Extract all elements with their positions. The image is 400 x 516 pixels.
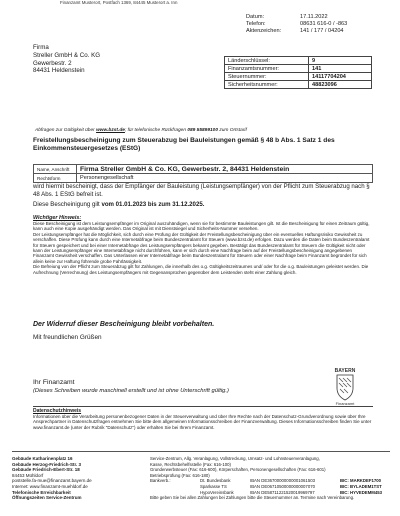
tax-id-table bbox=[224, 56, 372, 89]
privacy-title: Datenschutzhinweis bbox=[33, 408, 82, 414]
important-notice bbox=[33, 215, 373, 275]
validity-check-note: Abfragen zur Gültigkeit über www.bzst.de; für telefonische Rückfragen 089 55899100 zum Ortstarif bbox=[35, 128, 247, 133]
notice-title: Wichtiger Hinweis: bbox=[33, 215, 82, 221]
company-name: Firma Streller GmbH & Co. KG, Gewerbestr. 2, 84431 Heldenstein bbox=[77, 165, 373, 174]
meta-date: Datum: 17.11.2022 bbox=[246, 14, 328, 20]
meta-file-number: Aktenzeichen: 141 / 177 / 04204 bbox=[246, 27, 344, 34]
footer-office-info: Gebäude Katharinenplatz 16 Gebäude Herzog-Friedrich-Str. 3 Gebäude Friedrich-Ebert-Str. 18 84453 Mühldorf poststelle.fa-mue@finanzamt.bayern.de Internet: www.finanzamt-muehldorf.de Telefonische Erreichbarkeit Öffnungszeiten Service-Zentrum bbox=[12, 456, 142, 501]
footer-tail: Bitte geben Sie bei allen Zahlungen bei Zahlungen bitte die Steuernummer an. Termine nach Vereinbarung. bbox=[150, 495, 355, 501]
letter-meta bbox=[246, 14, 366, 34]
footer-email[interactable]: poststelle.fa-mue@finanzamt.bayern.de bbox=[12, 478, 92, 484]
id-row-office: Finanzamtsnummer: 141 bbox=[225, 65, 372, 73]
notice-paragraph: Der Leistungsempfänger hat die Möglichkeit, sich durch eine Prüfung der Gültigkeit der Freistellungsbescheinigung über ein eventuelles Haftungsrisiko Gewissheit zu verschaffen. Diese Prüfung kann durch eine Internetabfrage beim Bundeszentralamt für Steuern (www.bzst.de) erfolgen. Dazu werden die Daten beim Bundeszentralamt für Steuern gespeichert und bei einer Internetabfrage des Leistungsempfängers bekannt gegeben. Bestätigt das Bundeszentralamt für Steuern die Gültigkeit nicht oder kann der Leistungsempfänger eine Internetabfrage nicht durchführen, kann er sich durch eine Nachfrage beim auf der Freistellungsbescheinigung angegebenen Finanzamt Gewissheit verschaffen. Das Unterlassen einer Internetabfrage beim Bundeszentralamt für Steuern oder einer Nachfrage beim Finanzamt begründet für sich allein keine zur Haftung führende grobe Fahrlässigkeit. bbox=[33, 231, 370, 264]
privacy-text: Informationen über die Verarbeitung personenbezogener Daten in der Steuerverwaltung und über Ihre Rechte nach der Datenschutz-Grundverordnung sowie über Ihre Ansprechpartner in Datenschutzfragen entnehmen Sie bitte dem allgemeinen Informationsschreiben der Finanzverwaltung. Dieses Informationsschreiben finden Sie unter www.finanzamt.de (unter der Rubrik "Datenschutz") oder erhalten Sie bei Ihrem Finanzamt. bbox=[33, 414, 372, 430]
bank-row: Sparkasse TS IBAN DE06710500000000007070 BIC: BYLADEM1TST bbox=[200, 483, 382, 489]
document-title: Freistellungsbescheinigung zum Steuerabzug bei Bauleistungen gemäß § 48 b Abs. 1 Satz 1 des Einkommensteuergesetzes (EStG) bbox=[33, 137, 335, 152]
revocation-note: Der Widerruf dieser Bescheinigung bleibt vorbehalten. bbox=[33, 321, 215, 328]
id-row-security: Sicherheitsnummer: 48823096 bbox=[225, 81, 372, 89]
footer-website[interactable]: Internet: www.finanzamt-muehldorf.de bbox=[12, 483, 88, 489]
svg-text:Finanzamt: Finanzamt bbox=[335, 401, 355, 406]
signature-office: Ihr Finanzamt bbox=[33, 379, 75, 386]
certification-text: wird hiermit bescheinigt, dass der Empfänger der Bauleistung (Leistungsempfänger) von der Pflicht zum Steuerabzug nach § 48 Abs. 1 EStG befreit ist. bbox=[33, 183, 370, 198]
company-table bbox=[33, 164, 373, 183]
bank-row: Bankverb.: Dt. Bundesbank IBAN DE36700000000001061503 BIC: MARKDEF1700 bbox=[150, 478, 382, 484]
notice-paragraph: Die Befreiung von der Pflicht zum Steuerabzug gilt für Zahlungen, die innerhalb des o.g. Gültigkeitszeitraumes und/ oder für die o.g. Bauleistungen geleistet werden. Die Aufrechnung (Verrechnung) des Leistungsempfängers mit Gegenansprüchen gegenüber dem Leistenden steht einer Zahlung gleich. bbox=[33, 264, 369, 275]
divider bbox=[33, 406, 373, 407]
validity-period: Diese Bescheinigung gilt vom 01.01.2023 bis zum 31.12.2025. bbox=[33, 201, 205, 208]
svg-text:BAYERN: BAYERN bbox=[334, 368, 356, 374]
meta-phone: Telefon: 08631 616-0 / -863 bbox=[246, 20, 348, 27]
machine-generated-note: (Dieses Schreiben wurde maschinell erstellt und ist ohne Unterschrift gültig.) bbox=[33, 388, 229, 394]
sender-line: Finanzamt Musterort, Postfach 1369, 84445 Musterort a. Inn bbox=[60, 0, 178, 5]
legal-form-label: Rechtsform bbox=[34, 174, 77, 183]
bzst-link[interactable]: www.bzst.de bbox=[96, 128, 125, 133]
id-row-country: Länderschlüssel: 9 bbox=[225, 57, 372, 65]
recipient-address: Firma Streller GmbH & Co. KG Gewerbestr. 2 84431 Heldenstein bbox=[33, 44, 101, 75]
privacy-notice bbox=[33, 408, 373, 430]
id-row-taxnumber: Steuernummer: 14117704204 bbox=[225, 73, 372, 81]
closing-greeting: Mit freundlichen Grüßen bbox=[33, 334, 102, 341]
bank-row: HypoVereinsbank IBAN DE58711221520019969797 BIC: HYVEDEMM453 bbox=[200, 489, 383, 495]
name-label: Name, Anschrift bbox=[34, 165, 77, 174]
bavaria-seal-icon bbox=[329, 366, 361, 406]
footer-bank-info: Service-Zentrum, Allg. Veranlagung, Vollstreckung, Umsatz- und Lohnsteuerveranlagung, Kasse, Rechtsbehelfsstelle (Fax: 616-100) Grunderwerbsteuer (Fax: 616-600), Körperschaften, Personengesellschaften (Fax: 616-601) Betriebsprüfung (Fax: 616-180) Bankverb.: Dt. Bundesbank IBAN DE36700000000001061503 BIC: MARKDEF1700 Sparkasse TS IBAN DE06710500000000007070 BIC: BYLADEM1TST HypoVereinsbank IBAN DE58711221520019969797 BIC: HYVEDEMM453 Bitte geben Sie bei allen Zahlungen bei Zahlungen bitte die Steuernummer an. Termine nach Vereinbarung. bbox=[150, 456, 390, 501]
notice-paragraph: Diese Bescheinigung ist dem Leistungsempfänger im Original auszuhändigen, wenn sie für bestimmte Bauleistungen gilt. Ist die Bescheinigung für einen Zeitraum gültig, kann auch eine Kopie ausgehändigt werden. Das Original ist mit Dienstsiegel und Sicherheits-Nummer versehen. bbox=[33, 221, 370, 232]
legal-form: Personengesellschaft bbox=[77, 174, 373, 183]
letter-footer bbox=[12, 451, 390, 501]
